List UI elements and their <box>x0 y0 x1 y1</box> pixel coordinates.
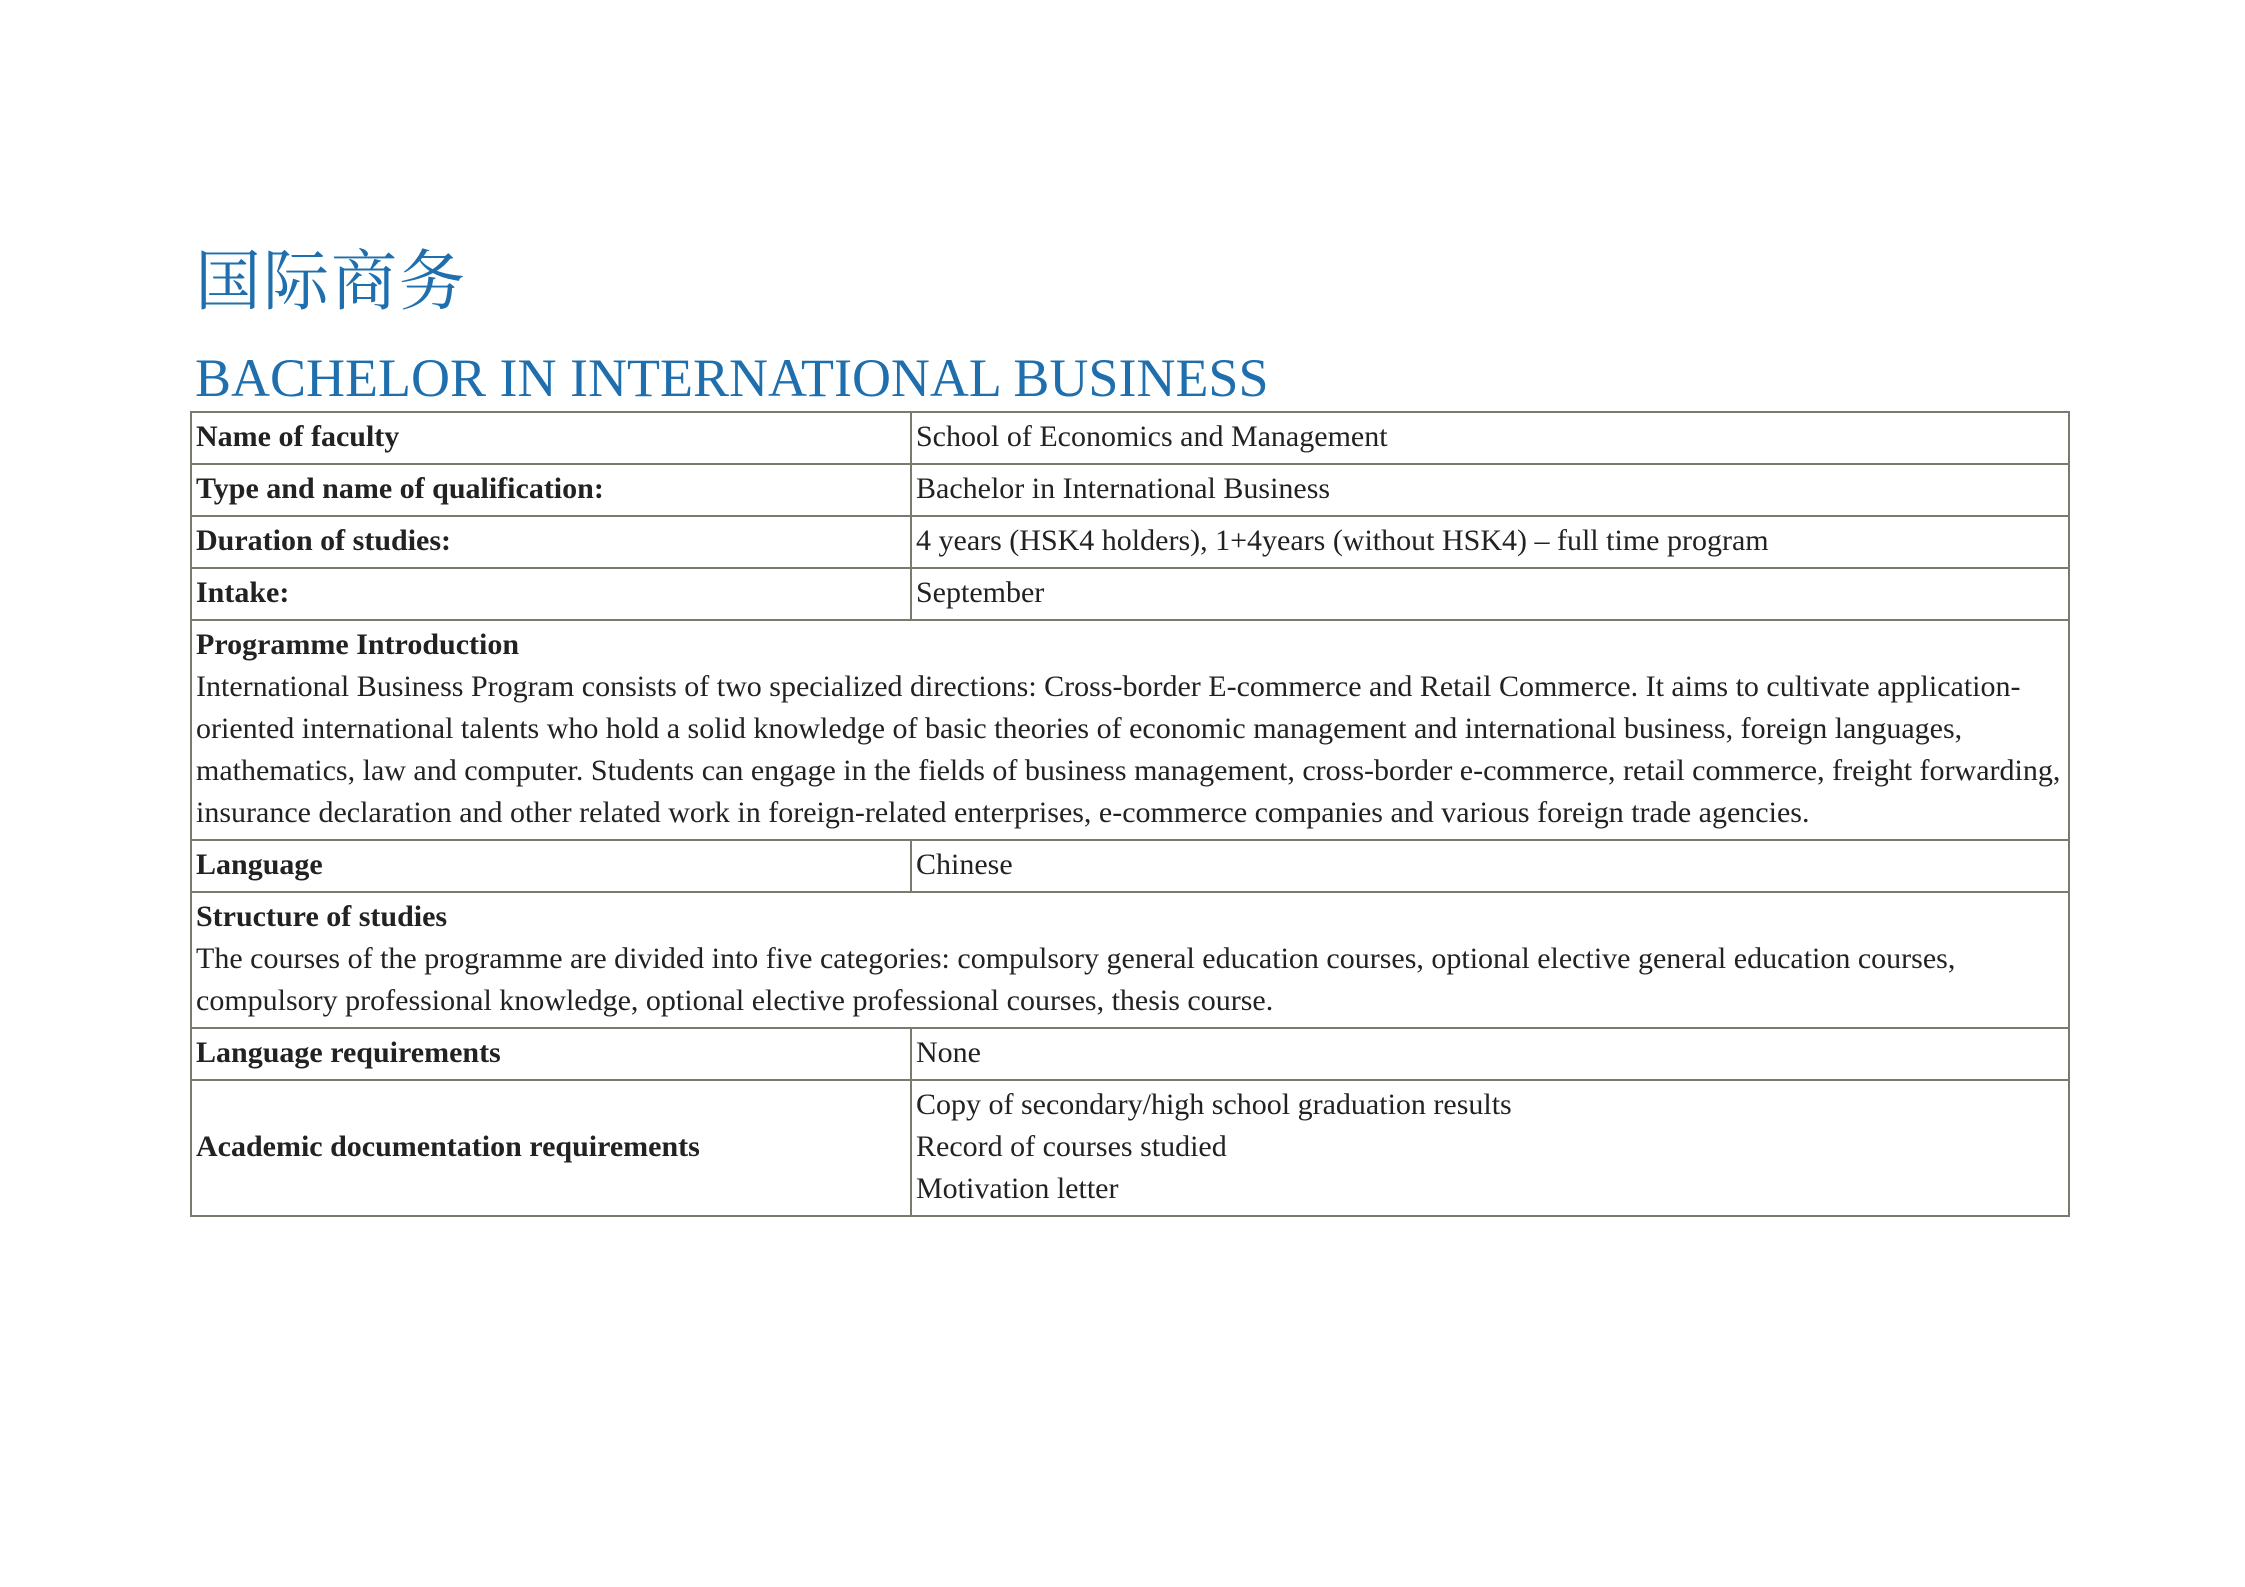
table-row-language <box>191 840 2069 892</box>
programme-info-table <box>190 411 2070 1217</box>
introduction-cell <box>191 620 2069 840</box>
language-value: Chinese <box>911 840 2069 892</box>
structure-cell <box>191 892 2069 1028</box>
intake-value: September <box>911 568 2069 620</box>
table-row-intake <box>191 568 2069 620</box>
duration-value: 4 years (HSK4 holders), 1+4years (without HSK4) – full time program <box>911 516 2069 568</box>
language-requirements-value: None <box>911 1028 2069 1080</box>
qualification-value: Bachelor in International Business <box>911 464 2069 516</box>
structure-label: Structure of studies <box>196 900 448 933</box>
document-item: Motivation letter <box>916 1172 1119 1205</box>
academic-documentation-value <box>911 1080 2069 1216</box>
table-row-language-requirements <box>191 1028 2069 1080</box>
introduction-label: Programme Introduction <box>196 628 520 661</box>
intake-label: Intake: <box>191 568 911 620</box>
qualification-label: Type and name of qualification: <box>191 464 911 516</box>
document-item: Record of courses studied <box>916 1130 1227 1163</box>
structure-text: The courses of the programme are divided into five categories: compulsory general education courses, optional elective general education courses, compulsory professional knowledge, optional elective professional courses, thesis course. <box>196 942 1956 1017</box>
faculty-value: School of Economics and Management <box>911 412 2069 464</box>
language-requirements-label: Language requirements <box>191 1028 911 1080</box>
table-row-structure <box>191 892 2069 1028</box>
academic-documentation-label: Academic documentation requirements <box>191 1080 911 1216</box>
faculty-label: Name of faculty <box>191 412 911 464</box>
table-row-duration <box>191 516 2069 568</box>
page-title-english: BACHELOR IN INTERNATIONAL BUSINESS <box>195 348 1269 408</box>
duration-label: Duration of studies: <box>191 516 911 568</box>
table-row-faculty <box>191 412 2069 464</box>
introduction-text: International Business Program consists of two specialized directions: Cross-border E-commerce and Retail Commerce. It aims to cultivate application-oriented international talents who hold a solid knowledge of basic theories of economic management and international business, foreign languages, mathematics, law and computer. Students can engage in the fields of business management, cross-border e-commerce, retail commerce, freight forwarding, insurance declaration and other related work in foreign-related enterprises, e-commerce companies and various foreign trade agencies. <box>196 670 2061 829</box>
language-label: Language <box>191 840 911 892</box>
table-row-qualification <box>191 464 2069 516</box>
table-row-academic-documentation <box>191 1080 2069 1216</box>
document-item: Copy of secondary/high school graduation results <box>916 1088 1512 1121</box>
page-title-chinese: 国际商务 <box>195 243 467 320</box>
table-row-introduction <box>191 620 2069 840</box>
